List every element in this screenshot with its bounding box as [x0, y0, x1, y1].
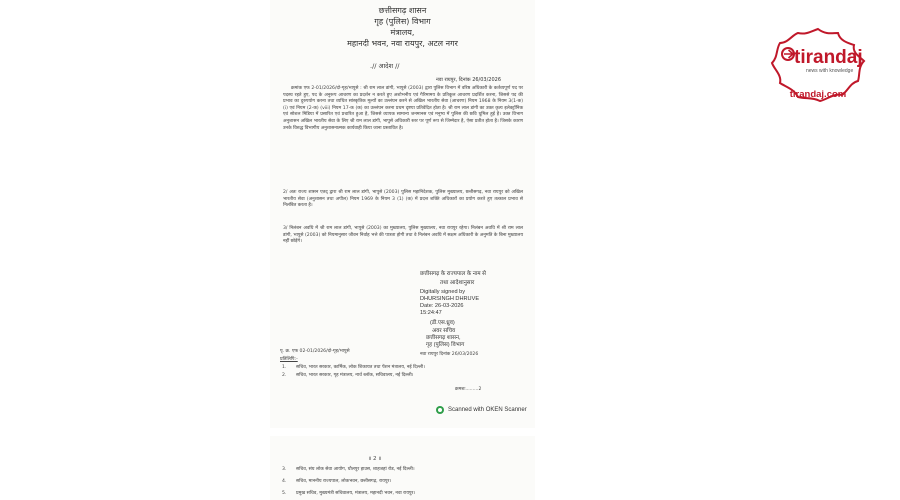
scanner-credit-text: Scanned with OKEN Scanner [448, 407, 527, 413]
scanner-credit [436, 406, 527, 414]
endorsement-item-1-number: 1. [282, 365, 287, 370]
endorsement-item-1: सचिव, भारत सरकार, कार्मिक, लोक शिकायत तथा पेंशन मंत्रालय, नई दिल्ली। [296, 365, 425, 370]
page-2-item-2-number: 4. [282, 479, 287, 484]
logo-brand-text: tirandaj [794, 47, 863, 68]
order-place-date: नवा रायपुर, दिनांक 26/03/2026 [436, 77, 502, 83]
endorsement-item-2: सचिव, भारत सरकार, गृह मंत्रालय, नार्थ ब्लॉक, सचिवालय, नई दिल्ली। [296, 373, 414, 378]
digital-signature-time: 15:24:47 [420, 310, 442, 316]
endorsement-ref: पृ. क्र. एफ 02-01/2026/दो-गृह/भापुसे [280, 349, 350, 354]
page-2-item-2: सचिव, माननीय राज्यपाल, लोकभवन, छत्तीसगढ़, रायपुर। [296, 479, 392, 484]
page-2-item-3-number: 5. [282, 491, 287, 496]
digital-signature-line-1: Digitally signed by [420, 289, 466, 295]
signatory-designation-2: छत्तीसगढ़ शासन, [426, 335, 461, 341]
endorsement-item-2-number: 2. [282, 373, 287, 378]
digital-signature-date: Date: 26-03-2026 [420, 303, 464, 309]
signature-line-2: तथा आदेशानुसार [440, 280, 475, 286]
header-line-4: महानदी भवन, नवा रायपुर, अटल नगर [347, 39, 458, 48]
document-page-1 [270, 0, 535, 428]
watermark-site-url: tirandaj.com [789, 89, 847, 100]
paragraph-1: क्रमांक एफ 2-01/2026/दो-गृह/भापुसे : श्री राम लाल डांगी, भापुसे (2003) द्वारा पुलिस विभाग में वरिष्ठ अधिकारी के कर्तव्यपूर्ण पद पर पदस्थ रहते हुए, पद के अनुरूप आचरण का प्रदर्शन न करते हुए अशोभनीय एवं गैरिमामय के प्रतिकूल आचरण प्रदर्शित करना, जिससे पद की प्रभाव का दुरुपयोग करना तथा व्यथित सांस्कृतिक मूल्यों का उल्लंघन करने से अखिल भारतीय सेवा (आचरण) नियम 1968 के नियम 3(1-क) (i) एवं नियम (2-क) (viii) नियम 17-क (क) का उल्लंघन करना प्रथम दृष्टया प्रतिवेदित होता है। श्री राम लाल डांगी का उक्त कृत्य इलेक्ट्रॉनिक एवं सोशल मिडिया में प्रसारित एवं प्रचारित हुआ है, जिससे व्यापक सामान्य जनमानस एवं मनुष्य में पुलिस की छवि धूमिल हुई है। उक्त विभाग अनुशासन अखिल भारतीय सेवा के लिए श्री राम लाल डांगी, भापुसे अधिकारी स्तर पर पूर्ण रूप से जिम्मेदार है, ऐसा प्रतीत होता है। जिसके कारण उनके विरुद्ध विभागीय अनुशासनात्मक कार्यवाही किया जाना प्रस्तावित है। [283, 86, 523, 131]
signatory-designation-1: अवर सचिव [432, 328, 456, 334]
logo-tagline: news with knowledge [806, 68, 854, 74]
header-line-1: छत्तीसगढ़ शासन [378, 6, 427, 15]
page-2-number: ॥ 2 ॥ [368, 456, 382, 462]
endorsement-copy-label: प्रतिलिपि:- [280, 357, 298, 362]
page-2-item-3: प्रमुख सचिव, मुख्यमंत्री सचिवालय, मंत्रालय, महानदी भवन, नवा रायपुर। [296, 491, 416, 496]
endorsement-place-date: नवा रायपुर दिनांक 26/03/2026 [420, 352, 479, 357]
page-2-item-1-number: 3. [282, 467, 287, 472]
signatory-designation-3: गृह (पुलिस) विभाग [426, 342, 465, 348]
header-line-3: मंत्रालय, [390, 28, 415, 37]
paragraph-2: 2/ अतः राज्य शासन एतद् द्वारा श्री राम लाल डांगी, भापुसे (2003) पुलिस महानिदेशक, पुलिस मुख्यालय, छत्तीसगढ़, नवा रायपुर को अखिल भारतीय सेवा (अनुशासन तथा अपील) नियम 1969 के नियम 3 (1) (क) में प्रदत्त शक्ति अधिकारों का प्रयोग करते हुए तत्काल प्रभाव से निलंबित करता है। [283, 190, 523, 209]
signature-line-1: छत्तीसगढ़ के राज्यपाल के नाम से [420, 271, 486, 277]
digital-signature-name: DHURSINGH DHRUVE [420, 296, 480, 302]
header-line-2: गृह (पुलिस) विभाग [374, 17, 431, 26]
continued-marker: क्रमशः.........2 [455, 387, 482, 392]
paragraph-3: 3/ निलंबन अवधि में श्री राम लाल डांगी, भापुसे (2003) का मुख्यालय, पुलिस मुख्यालय, नवा रायपुर रहेगा। निलंबन अवधि में श्री राम लाल डांगी, भापुसे (2003) को नियमानुसार जीवन निर्वाह भत्ते की पात्रता होगी तथा वे निलंबन अवधि में सक्षम अधिकारी के अनुमति के बिना मुख्यालय नहीं छोड़ेंगे। [283, 226, 523, 245]
order-title: .// आदेश // [370, 62, 400, 70]
oken-logo-icon [436, 406, 444, 414]
page-2-item-1: सचिव, संघ लोक सेवा आयोग, धौलपुर हाउस, शाहजहां रोड, नई दिल्ली। [296, 467, 415, 472]
signatory-name: (डी.एस.ध्रुव) [430, 320, 455, 326]
